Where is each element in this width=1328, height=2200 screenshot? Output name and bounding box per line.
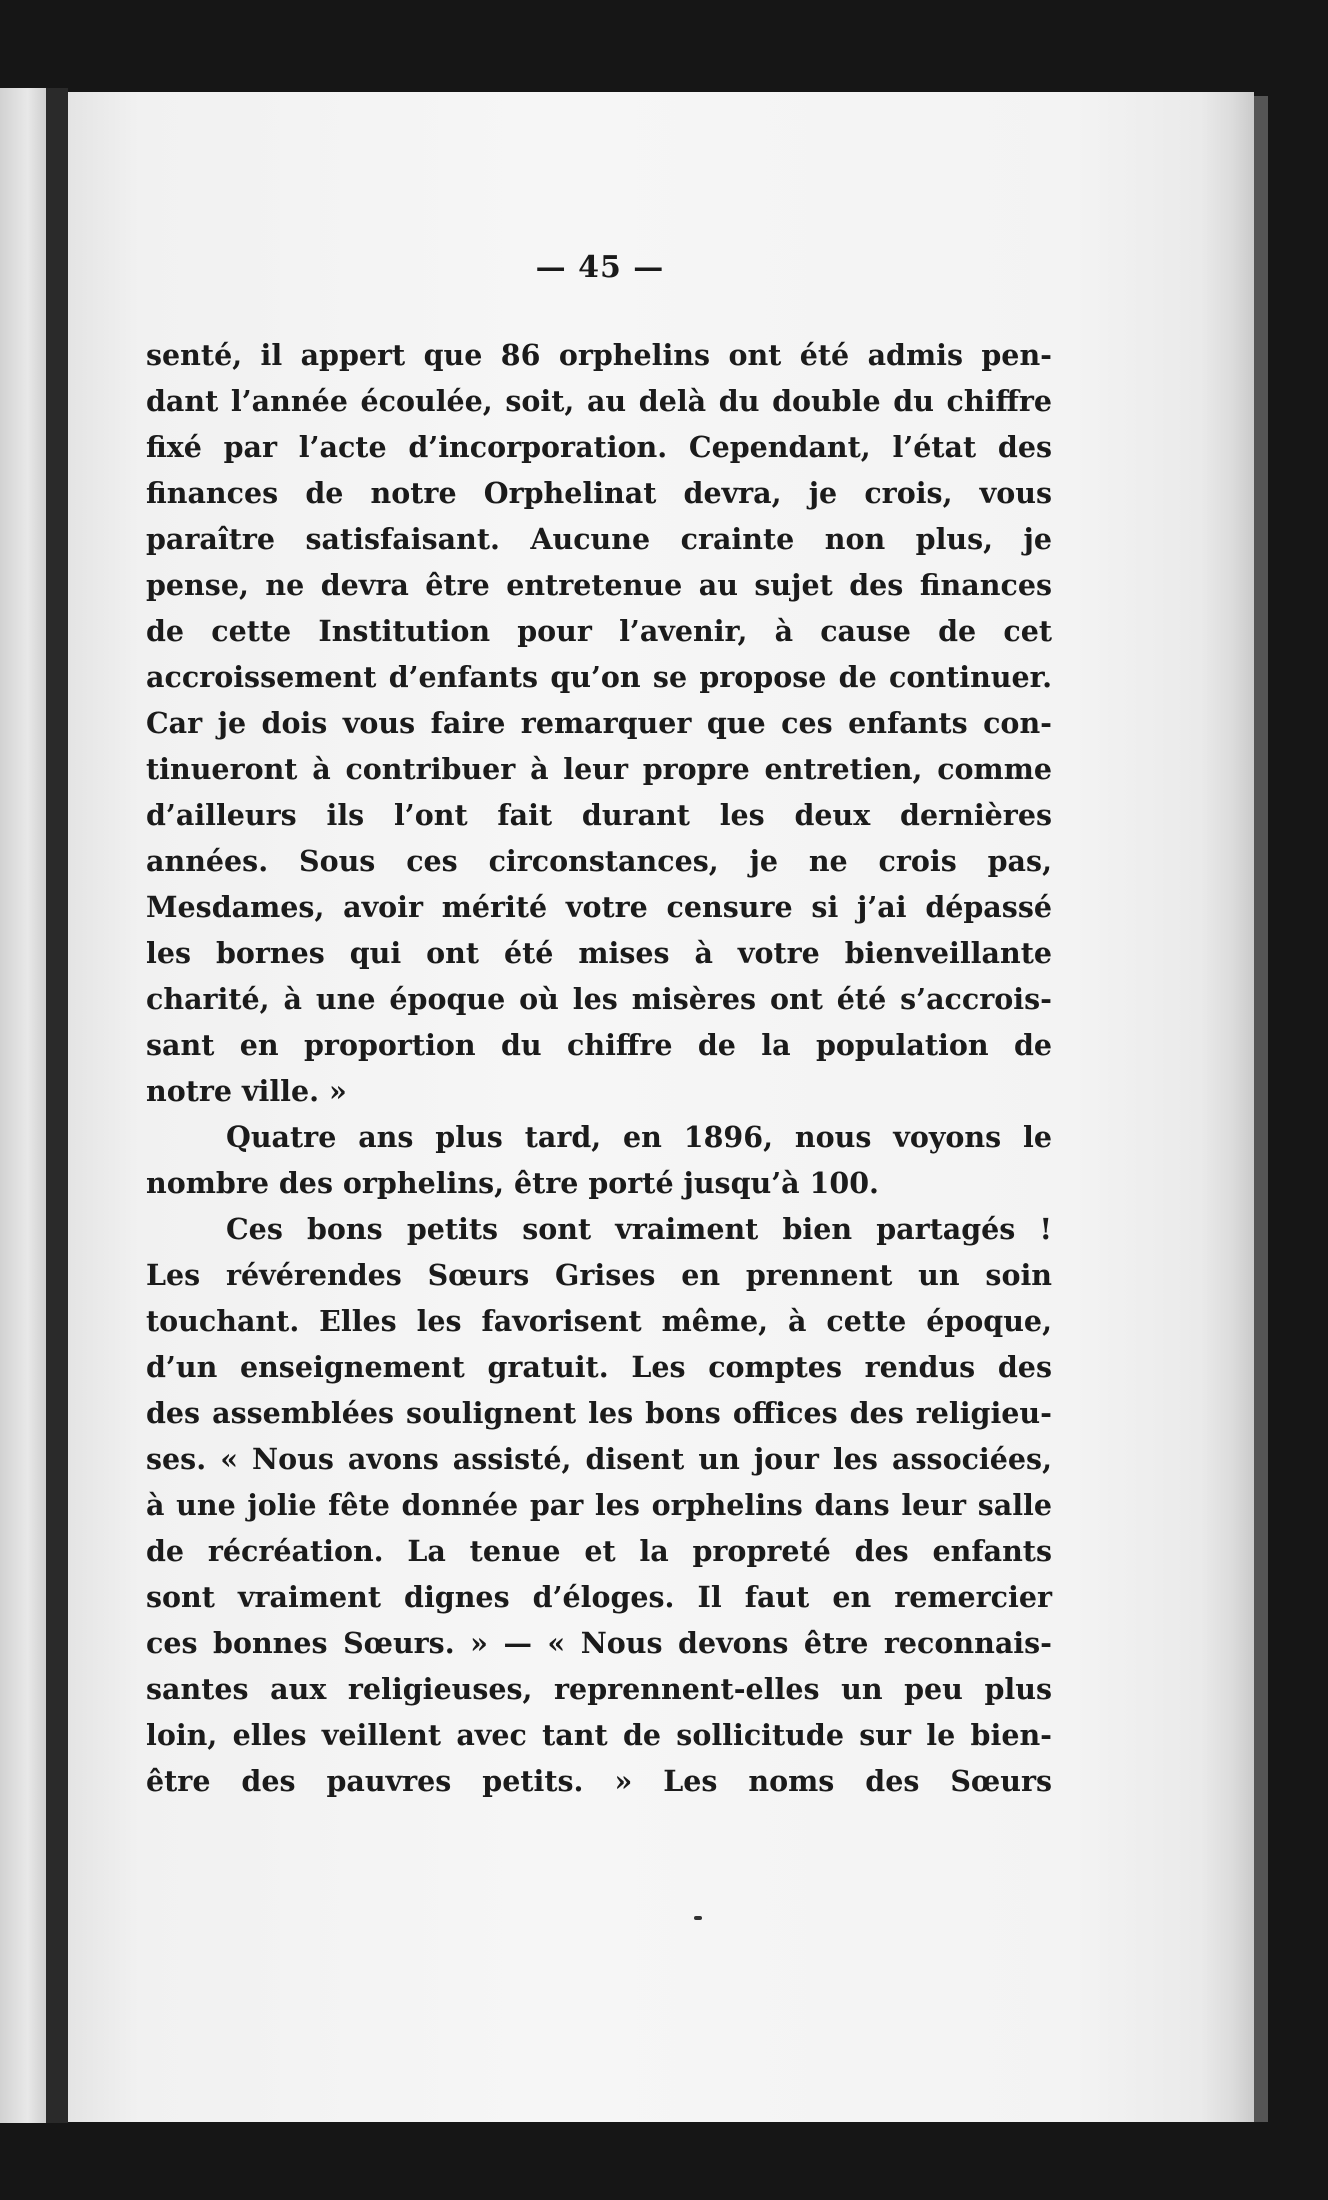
paragraph-end-line: notre ville. »: [146, 1074, 347, 1108]
text-line: d’ailleurs ils l’ont fait durant les deux dernières: [146, 798, 1052, 832]
text-line: santes aux religieuses, reprennent-elles un peu plus: [146, 1672, 1052, 1706]
body-text: [146, 332, 1052, 1804]
text-line: charité, à une époque où les misères ont été s’accrois-: [146, 982, 1052, 1016]
text-line: être des pauvres petits. » Les noms des Sœurs: [146, 1764, 1052, 1798]
text-line: finances de notre Orphelinat devra, je crois, vous: [146, 476, 1052, 510]
text-line: accroissement d’enfants qu’on se propose de continuer.: [146, 660, 1052, 694]
text-line: d’un enseignement gratuit. Les comptes rendus des: [146, 1350, 1052, 1384]
text-line: ses. « Nous avons assisté, disent un jour les associées,: [146, 1442, 1052, 1476]
text-line: Mesdames, avoir mérité votre censure si j’ai dépassé: [146, 890, 1052, 924]
paragraph-start-line: Ces bons petits sont vraiment bien partagés !: [226, 1212, 1052, 1246]
text-line: de cette Institution pour l’avenir, à cause de cet: [146, 614, 1052, 648]
text-line: senté, il appert que 86 orphelins ont été admis pen-: [146, 338, 1052, 372]
page-number: — 45 —: [535, 250, 665, 285]
text-line: les bornes qui ont été mises à votre bienveillante: [146, 936, 1052, 970]
text-line: fixé par l’acte d’incorporation. Cependant, l’état des: [146, 430, 1052, 464]
text-line: ces bonnes Sœurs. » — « Nous devons être reconnais-: [146, 1626, 1052, 1660]
page-right-border: [1254, 96, 1268, 2122]
text-line: sont vraiment dignes d’éloges. Il faut en remercier: [146, 1580, 1052, 1614]
text-line: paraître satisfaisant. Aucune crainte non plus, je: [146, 522, 1052, 556]
text-line: Les révérendes Sœurs Grises en prennent un soin: [146, 1258, 1052, 1292]
text-line: de récréation. La tenue et la propreté des enfants: [146, 1534, 1052, 1568]
facing-page-edge: [0, 88, 46, 2123]
text-line: des assemblées soulignent les bons offices des religieu-: [146, 1396, 1052, 1430]
text-line: Car je dois vous faire remarquer que ces enfants con-: [146, 706, 1052, 740]
paragraph-start-line: Quatre ans plus tard, en 1896, nous voyons le: [226, 1120, 1052, 1154]
text-line: pense, ne devra être entretenue au sujet des finances: [146, 568, 1052, 602]
text-line: années. Sous ces circonstances, je ne crois pas,: [146, 844, 1052, 878]
page-edge-shadow: [1200, 92, 1254, 2122]
paragraph-end-line: nombre des orphelins, être porté jusqu’à 100.: [146, 1166, 879, 1200]
text-line: loin, elles veillent avec tant de sollicitude sur le bien-: [146, 1718, 1052, 1752]
book-spine: [46, 88, 68, 2123]
text-line: touchant. Elles les favorisent même, à cette époque,: [146, 1304, 1052, 1338]
text-line: à une jolie fête donnée par les orphelins dans leur salle: [146, 1488, 1052, 1522]
ink-speck: [694, 1916, 702, 1920]
text-line: sant en proportion du chiffre de la population de: [146, 1028, 1052, 1062]
text-line: dant l’année écoulée, soit, au delà du double du chiffre: [146, 384, 1052, 418]
text-line: tinueront à contribuer à leur propre entretien, comme: [146, 752, 1052, 786]
